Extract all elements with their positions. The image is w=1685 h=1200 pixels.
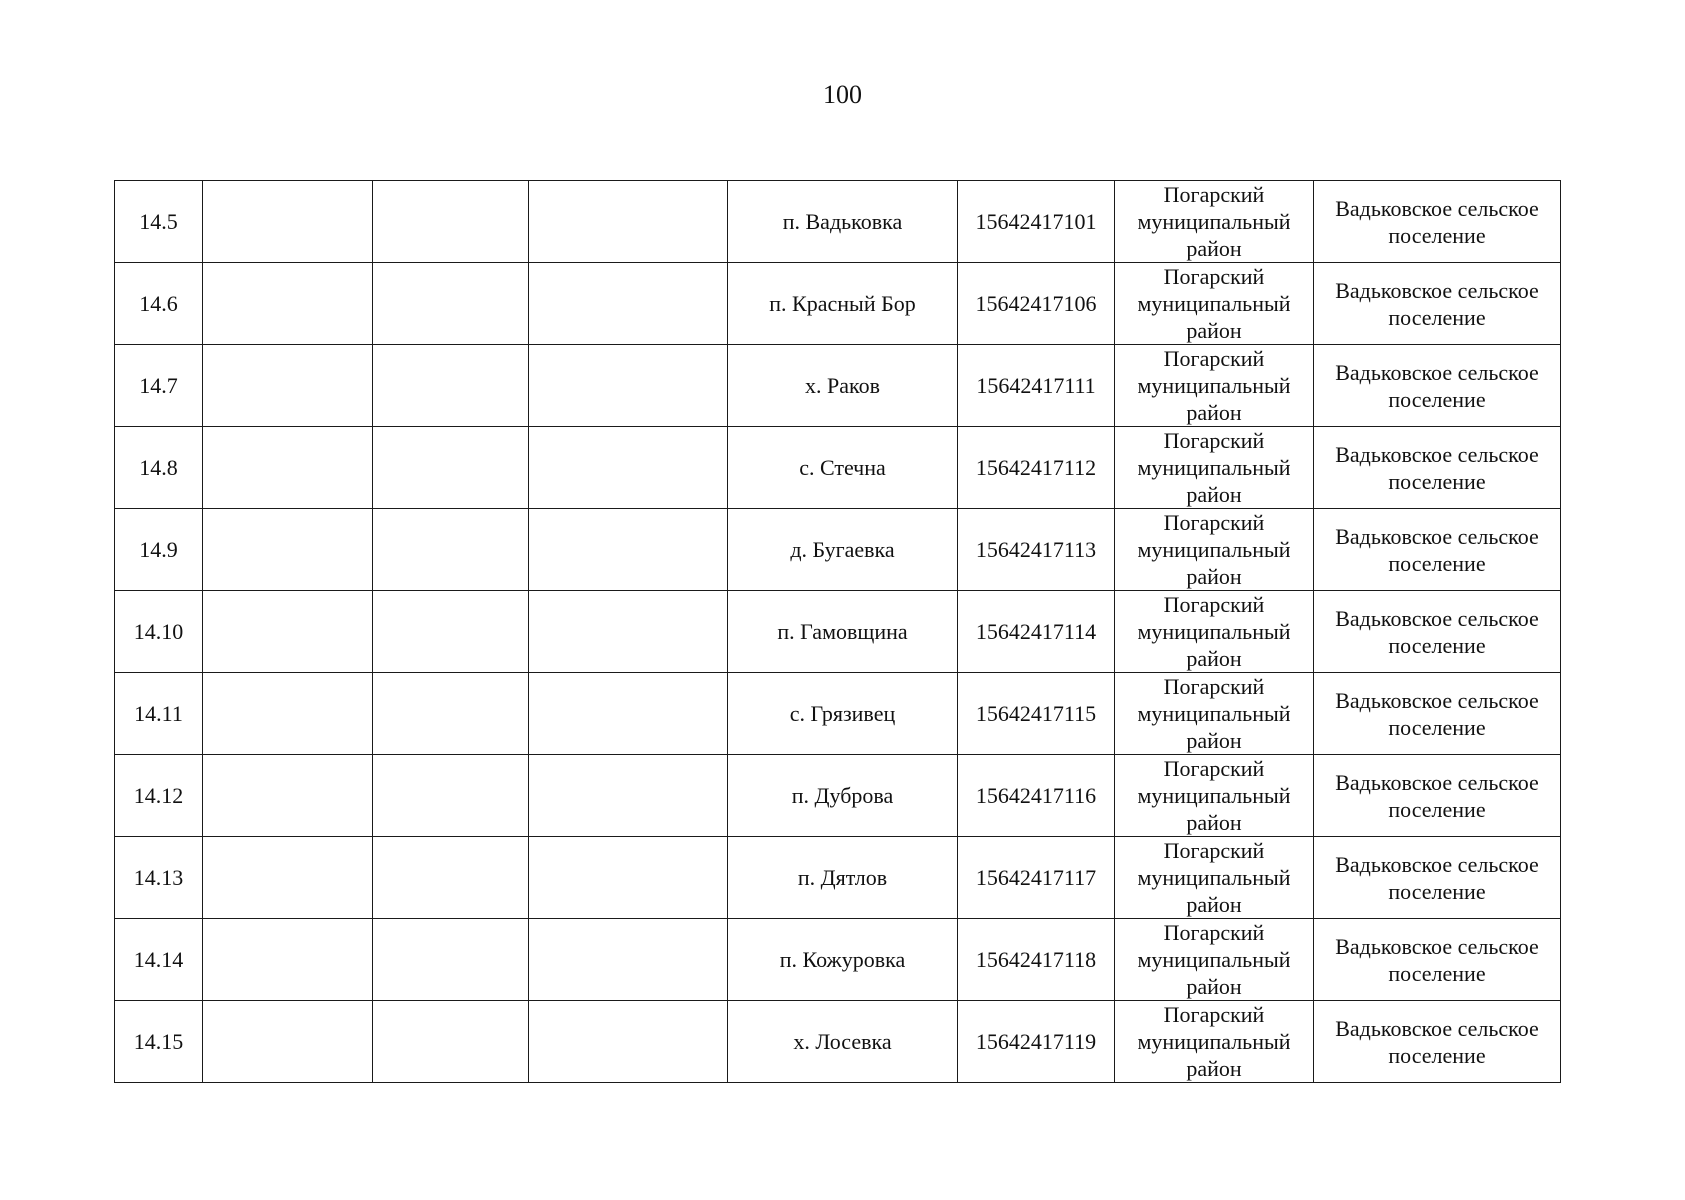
empty-cell: [203, 755, 373, 837]
empty-cell: [529, 755, 728, 837]
settlement-name: Вадьковское сельское поселение: [1335, 687, 1539, 740]
locality-name: п. Дуброва: [791, 783, 894, 808]
row-number-cell: [115, 427, 203, 509]
empty-cell: [529, 919, 728, 1001]
oktmo-code: 15642417101: [975, 209, 1097, 234]
table-row: [115, 345, 1561, 427]
row-number: 14.12: [133, 783, 184, 808]
locality-name: с. Грязивец: [789, 701, 896, 726]
settlement-cell: [1314, 919, 1561, 1001]
oktmo-code: 15642417106: [975, 291, 1097, 316]
locality-name: д. Бугаевка: [790, 537, 895, 562]
district-name: Погарский муниципальный район: [1137, 920, 1291, 999]
row-number-cell: [115, 509, 203, 591]
settlement-name: Вадьковское сельское поселение: [1335, 359, 1539, 412]
empty-cell: [529, 181, 728, 263]
oktmo-code-cell: [958, 427, 1115, 509]
row-number-cell: [115, 181, 203, 263]
empty-cell: [373, 509, 529, 591]
empty-cell: [373, 591, 529, 673]
page-number: 100: [823, 80, 862, 109]
settlement-cell: [1314, 755, 1561, 837]
settlement-name: Вадьковское сельское поселение: [1335, 441, 1539, 494]
row-number-cell: [115, 673, 203, 755]
settlement-name: Вадьковское сельское поселение: [1335, 195, 1539, 248]
district-cell: [1115, 263, 1314, 345]
settlement-name: Вадьковское сельское поселение: [1335, 605, 1539, 658]
locality-name-cell: [728, 263, 958, 345]
district-cell: [1115, 755, 1314, 837]
oktmo-code: 15642417116: [975, 783, 1097, 808]
empty-cell: [529, 1001, 728, 1083]
settlement-name: Вадьковское сельское поселение: [1335, 277, 1539, 330]
district-name: Погарский муниципальный район: [1137, 346, 1291, 425]
empty-cell: [203, 181, 373, 263]
oktmo-code-cell: [958, 755, 1115, 837]
empty-cell: [529, 591, 728, 673]
settlement-name: Вадьковское сельское поселение: [1335, 933, 1539, 986]
table-body: [115, 181, 1561, 1083]
oktmo-code-cell: [958, 919, 1115, 1001]
row-number: 14.11: [134, 701, 183, 726]
oktmo-code-cell: [958, 345, 1115, 427]
empty-cell: [373, 181, 529, 263]
district-name: Погарский муниципальный район: [1137, 428, 1291, 507]
table-row: [115, 1001, 1561, 1083]
locality-name-cell: [728, 345, 958, 427]
locality-name-cell: [728, 591, 958, 673]
locality-name: п. Кожуровка: [779, 947, 906, 972]
table-row: [115, 427, 1561, 509]
locality-name-cell: [728, 181, 958, 263]
district-cell: [1115, 591, 1314, 673]
empty-cell: [529, 427, 728, 509]
district-cell: [1115, 919, 1314, 1001]
locality-name: х. Раков: [805, 373, 880, 398]
oktmo-code-cell: [958, 1001, 1115, 1083]
settlement-cell: [1314, 263, 1561, 345]
empty-cell: [373, 1001, 529, 1083]
empty-cell: [373, 837, 529, 919]
oktmo-code-cell: [958, 509, 1115, 591]
table-row: [115, 509, 1561, 591]
locality-name: п. Вадьковка: [782, 209, 903, 234]
settlement-name: Вадьковское сельское поселение: [1335, 769, 1539, 822]
settlement-cell: [1314, 181, 1561, 263]
locality-name-cell: [728, 1001, 958, 1083]
locality-name: х. Лосевка: [793, 1029, 892, 1054]
row-number-cell: [115, 755, 203, 837]
table-row: [115, 837, 1561, 919]
empty-cell: [373, 673, 529, 755]
row-number: 14.14: [133, 947, 184, 972]
empty-cell: [373, 919, 529, 1001]
row-number: 14.9: [139, 537, 178, 562]
oktmo-code: 15642417111: [976, 373, 1096, 398]
district-name: Погарский муниципальный район: [1137, 182, 1291, 261]
empty-cell: [203, 509, 373, 591]
district-cell: [1115, 837, 1314, 919]
settlement-cell: [1314, 591, 1561, 673]
oktmo-code: 15642417115: [975, 701, 1097, 726]
row-number-cell: [115, 345, 203, 427]
row-number-cell: [115, 263, 203, 345]
table-row: [115, 919, 1561, 1001]
district-cell: [1115, 673, 1314, 755]
row-number-cell: [115, 591, 203, 673]
row-number: 14.5: [139, 209, 178, 234]
empty-cell: [529, 509, 728, 591]
settlement-cell: [1314, 427, 1561, 509]
locality-name-cell: [728, 919, 958, 1001]
settlement-cell: [1314, 837, 1561, 919]
settlement-cell: [1314, 1001, 1561, 1083]
locality-name-cell: [728, 755, 958, 837]
empty-cell: [203, 837, 373, 919]
oktmo-code-cell: [958, 181, 1115, 263]
oktmo-code: 15642417113: [975, 537, 1097, 562]
district-name: Погарский муниципальный район: [1137, 264, 1291, 343]
table-row: [115, 591, 1561, 673]
locality-name-cell: [728, 837, 958, 919]
district-cell: [1115, 345, 1314, 427]
table-row: [115, 755, 1561, 837]
settlement-cell: [1314, 673, 1561, 755]
locality-name: п. Гамовщина: [777, 619, 908, 644]
empty-cell: [203, 345, 373, 427]
empty-cell: [203, 1001, 373, 1083]
oktmo-code-cell: [958, 591, 1115, 673]
locality-name: п. Красный Бор: [769, 291, 916, 316]
settlement-cell: [1314, 345, 1561, 427]
district-name: Погарский муниципальный район: [1137, 674, 1291, 753]
locality-name: п. Дятлов: [797, 865, 888, 890]
oktmo-code: 15642417119: [975, 1029, 1097, 1054]
settlement-name: Вадьковское сельское поселение: [1335, 1015, 1539, 1068]
table-row: [115, 181, 1561, 263]
oktmo-code-cell: [958, 673, 1115, 755]
row-number-cell: [115, 919, 203, 1001]
settlement-name: Вадьковское сельское поселение: [1335, 851, 1539, 904]
empty-cell: [373, 263, 529, 345]
district-name: Погарский муниципальный район: [1137, 838, 1291, 917]
empty-cell: [529, 837, 728, 919]
empty-cell: [203, 591, 373, 673]
empty-cell: [529, 673, 728, 755]
locality-name-cell: [728, 673, 958, 755]
empty-cell: [203, 673, 373, 755]
row-number: 14.7: [139, 373, 178, 398]
oktmo-code-cell: [958, 837, 1115, 919]
district-cell: [1115, 1001, 1314, 1083]
row-number: 14.15: [133, 1029, 184, 1054]
district-cell: [1115, 181, 1314, 263]
row-number-cell: [115, 1001, 203, 1083]
empty-cell: [203, 427, 373, 509]
table-row: [115, 673, 1561, 755]
district-name: Погарский муниципальный район: [1137, 756, 1291, 835]
district-name: Погарский муниципальный район: [1137, 1002, 1291, 1081]
district-name: Погарский муниципальный район: [1137, 510, 1291, 589]
row-number-cell: [115, 837, 203, 919]
oktmo-code: 15642417114: [975, 619, 1097, 644]
locality-name: с. Стечна: [799, 455, 886, 480]
oktmo-code: 15642417118: [975, 947, 1097, 972]
table-row: [115, 263, 1561, 345]
settlements-table: [114, 180, 1561, 1083]
row-number: 14.10: [133, 619, 184, 644]
row-number: 14.8: [139, 455, 178, 480]
settlement-name: Вадьковское сельское поселение: [1335, 523, 1539, 576]
empty-cell: [373, 755, 529, 837]
empty-cell: [203, 263, 373, 345]
row-number: 14.6: [139, 291, 178, 316]
oktmo-code-cell: [958, 263, 1115, 345]
empty-cell: [373, 427, 529, 509]
row-number: 14.13: [133, 865, 184, 890]
settlement-cell: [1314, 509, 1561, 591]
empty-cell: [203, 919, 373, 1001]
locality-name-cell: [728, 509, 958, 591]
district-name: Погарский муниципальный район: [1137, 592, 1291, 671]
district-cell: [1115, 427, 1314, 509]
empty-cell: [529, 345, 728, 427]
locality-name-cell: [728, 427, 958, 509]
district-cell: [1115, 509, 1314, 591]
empty-cell: [529, 263, 728, 345]
oktmo-code: 15642417117: [975, 865, 1097, 890]
empty-cell: [373, 345, 529, 427]
oktmo-code: 15642417112: [975, 455, 1097, 480]
